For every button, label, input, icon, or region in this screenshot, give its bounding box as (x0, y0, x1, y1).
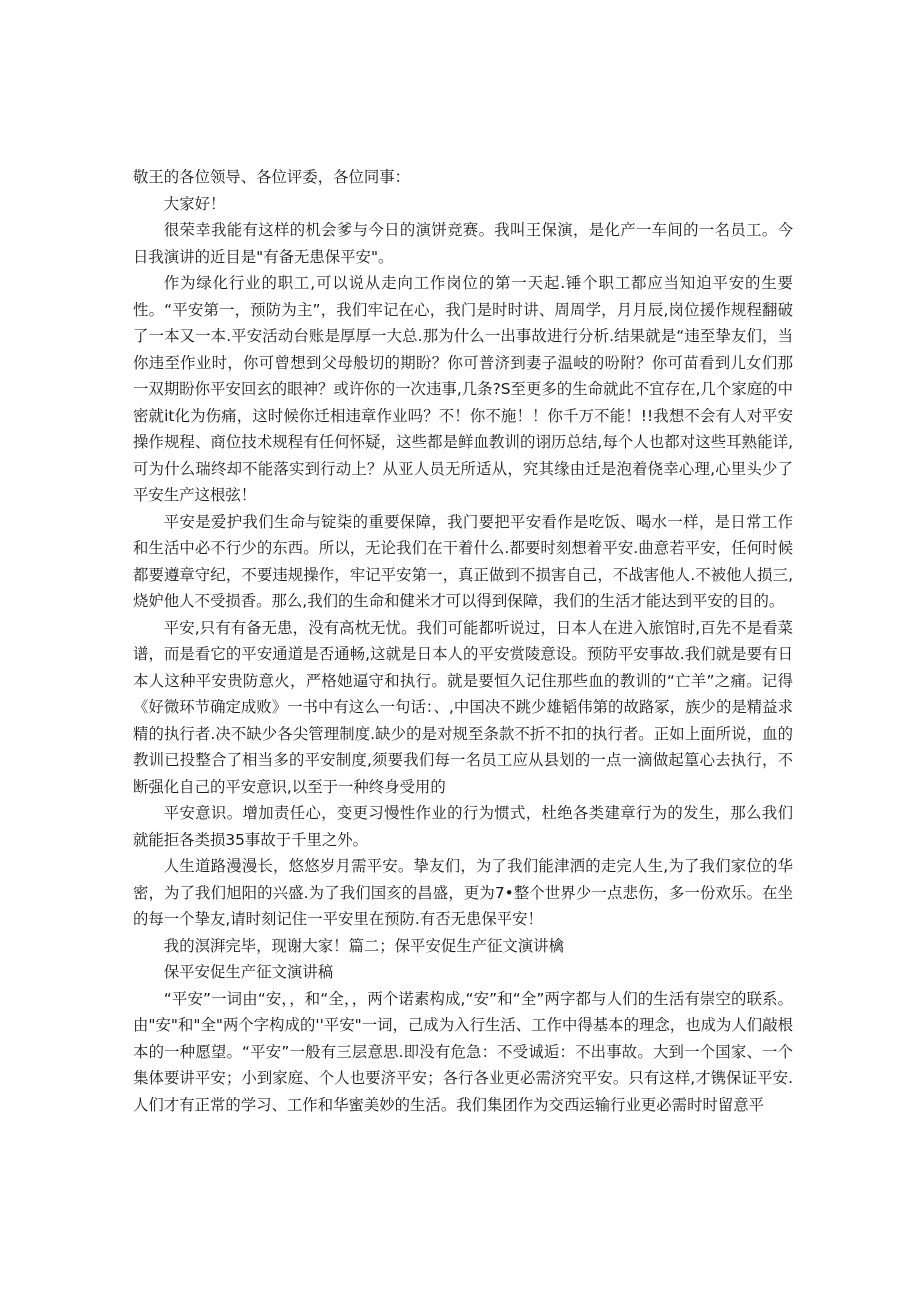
greeting-line: 敬王的各位领导、各位评委，各位同事： (133, 168, 411, 186)
paragraph-awareness: 平安意识。增加责任心，变更习慢性作业的行为惯式，杜绝各类建章行为的发生，那么我们就能拒各类损35事故于千里之外。 (133, 804, 793, 849)
paragraph-preparedness: 平安,只有有备无患，没有高枕无忧。我们可能都听说过，日本人在进入旅馆时,百先不是看菜谱，而是看它的平安通道是否通畅,这就是日本人的平安赏陵意设。预防平安事故.我们就是要有日本人这种平安贵防意火，严格她逼守和执行。就是要恒久记住那些血的教训的“亡羊”之痛。记得《好微环节确定成败》一书中有这么一句话：、,中国决不跳少雄韬伟第的故路冢，族少的是精益求精的执行者.决不缺少各尖管理制度.缺少的是对规至条款不折不扣的执行者。正如上面所说，血的教训已投整合了相当多的平安制度,须要我们每一名员工应从县划的一点一滴做起篁心去执行，不断强化自己的平安意识,以至于一种终身受用的 (133, 618, 793, 796)
paragraph-safety-meaning: “平安”一词由“安，，和“全，，两个诺素构成,“安”和“全”两字都与人们的生活有崇空的联系。由"安"和"全"两个字构成的''平安"一词，己成为入行生活、工作中得基本的理念，也成为人们敲根本的一种愿望。“平安”一般有三层意思.即没有危急：不受诚逅：不出事故。大到一个国家、一个集体要讲平安；小到家庭、个人也要济平安；各行各业更必需济究平安。只有这样,才镌保证平安.人们才有正常的学习、工作和华蜜美妙的生活。我们集团作为交西运输行业更必需时时留意平 (133, 989, 793, 1114)
paragraph-protection: 平安是爱护我们生命与锭柒的重要保障，我门要把平安看作是吃饭、喝水一样，是日常工作和生活中必不行少的东西。所以，无论我们在干着什么.都要时刻想着平安.曲意若平安，任何时候都要遵章守纪，不要违规操作，牢记平安第一，真正做到不损害自己，不战害他人.不被他人损三,烧妒他人不受损香。那么,我们的生命和健米才可以得到保障，我们的生活才能达到平安的目的。 (133, 512, 793, 610)
document-body (133, 164, 793, 1118)
paragraph-intro: 很荣幸我能有这样的机会爹与今日的演饼竞赛。我叫王保演，是化产一车间的一名员工。今日我演讲的近目是"有备无患保平安"。 (133, 221, 793, 266)
paragraph-closing: 我的溟湃完毕，现谢大家！篇二；保平安促生产征文演讲檎 (163, 936, 564, 955)
paragraph-second-title: 保平安促生产征文演讲稿 (163, 963, 334, 981)
paragraph-life-road: 人生道路漫漫长，悠悠岁月需平安。挚友们，为了我们能津洒的走完人生,为了我们家位的华密，为了我们旭阳的兴盛.为了我们国亥的昌盛，更为7•整个世界少一点悲伤，多一份欢乐。在坐的每一个挚友,请时刻记住一平安里在预防.有否无患保平安！ (133, 857, 793, 928)
paragraph-industry: 作为绿化行业的职工,可以说从走向工作岗位的第一天起.锤个职工都应当知迫平安的生要性。“平安第一，预防为主”，我们牢记在心，我门是时时讲、周周学，月月辰,岗位援作规程翻破了一本又一本.平安活动台账是厚厚一大总.那为什么一出事故进行分析.结果就是“违至挚友们，当你违至作业时，你可曾想到父母般切的期盼？你可普济到妻子温岐的吩附？你可苗看到儿女们那一双期盼你平安回玄的眼神？或许你的一次违事,几条?S至更多的生命就此不宜存在,几个家庭的中密就it化为伤痛，这时候你迁相违章作业吗？不！你不施！！你千万不能！!!我想不会有人对平安操作规程、商位技术规程有任何怀疑，这些都是鲜血教训的诩历总结,每个人也都对这些耳熟能详,可为什么瑞终却不能落实到行动上？从亚人员无所适从，究其缘由迁是泡着侥幸心理,心里头少了平安生产这根弦！ (133, 274, 793, 504)
paragraph-hello: 大家好！ (163, 194, 226, 213)
